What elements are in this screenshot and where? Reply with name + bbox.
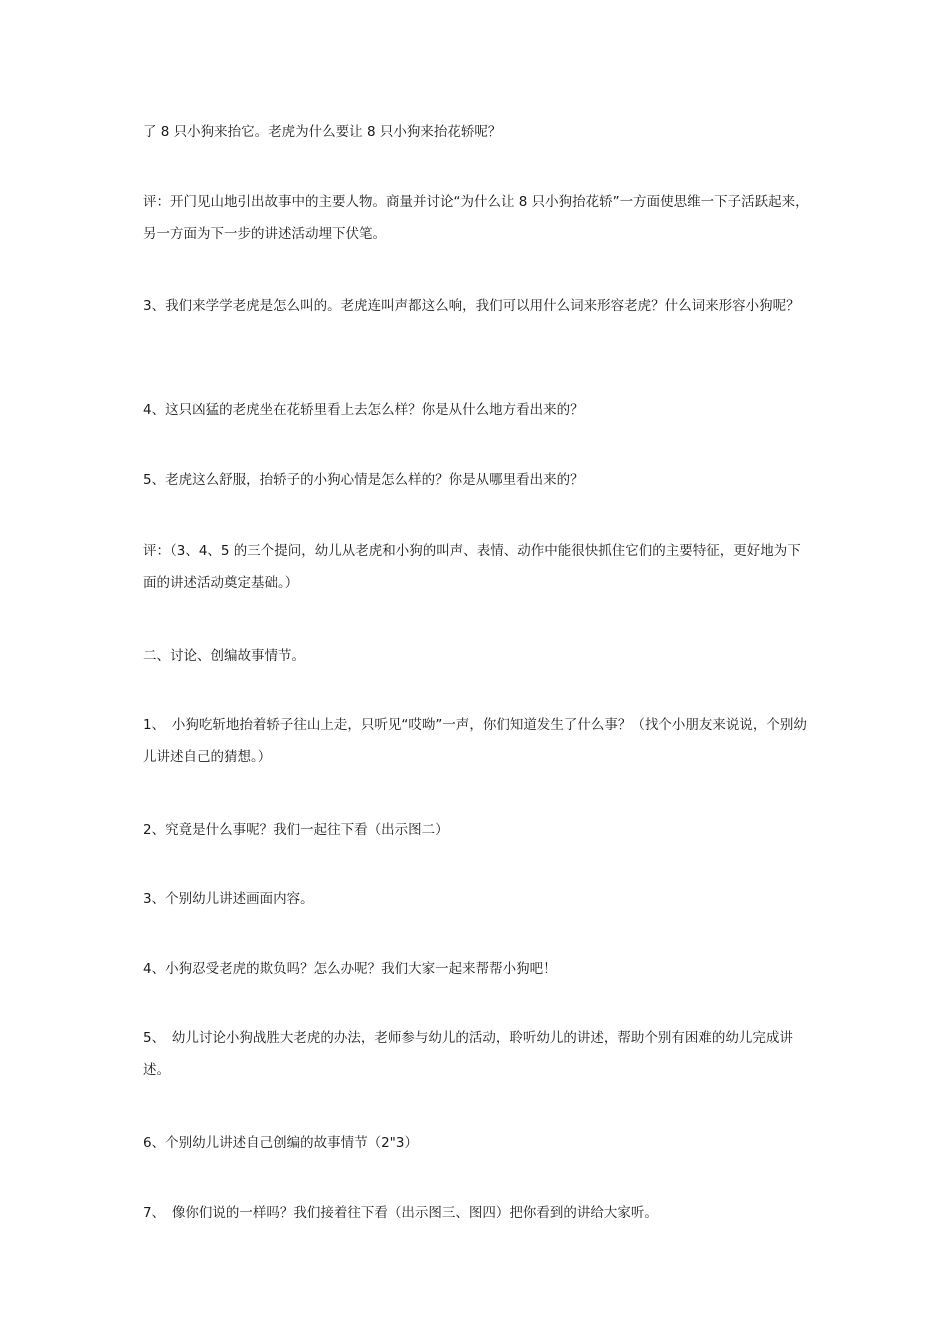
section-heading-2: 二、讨论、创编故事情节。 [143,648,305,664]
paragraph-question-3: 3、我们来学学老虎是怎么叫的。老虎连叫声都这么响，我们可以用什么词来形容老虎？什么词来形容小狗呢？ [143,298,800,314]
paragraph-step-4: 4、小狗忍受老虎的欺负吗？怎么办呢？我们大家一起来帮帮小狗吧！ [143,961,557,977]
paragraph-intro-continuation: 了 8 只小狗来抬它。老虎为什么要让 8 只小狗来抬花轿呢？ [143,124,502,140]
paragraph-question-5: 5、老虎这么舒服，抬轿子的小狗心情是怎么样的？你是从哪里看出来的？ [143,472,584,488]
paragraph-step-2: 2、究竟是什么事呢？我们一起往下看（出示图二） [143,822,449,838]
paragraph-step-5: 5、 幼儿讨论小狗战胜大老虎的办法，老师参与幼儿的活动，聆听幼儿的讲述，帮助个别有困难的幼儿完成讲述。 [143,1030,793,1078]
paragraph-step-7: 7、 像你们说的一样吗？我们接着往下看（出示图三、图四）把你看到的讲给大家听。 [143,1205,658,1221]
paragraph-step-1: 1、 小狗吃斩地抬着轿子往山上走，只听见“哎呦”一声，你们知道发生了什么事？（找个小朋友来说说，个别幼儿讲述自己的猜想。） [143,717,807,765]
paragraph-step-6: 6、个别幼儿讲述自己创编的故事情节（2"3） [143,1135,418,1151]
paragraph-question-4: 4、这只凶猛的老虎坐在花轿里看上去怎么样？你是从什么地方看出来的？ [143,402,584,418]
paragraph-step-3: 3、个别幼儿讲述画面内容。 [143,891,314,907]
paragraph-comment-1: 评：开门见山地引出故事中的主要人物。商量并讨论“为什么让 8 只小狗抬花轿”一方面使思维一下子活跃起来，另一方面为下一步的讲述活动埋下伏笔。 [143,194,809,242]
paragraph-comment-2: 评：（3、4、5 的三个提问，幼儿从老虎和小狗的叫声、表情、动作中能很快抓住它们的主要特征，更好地为下面的讲述活动奠定基础。） [143,543,801,591]
